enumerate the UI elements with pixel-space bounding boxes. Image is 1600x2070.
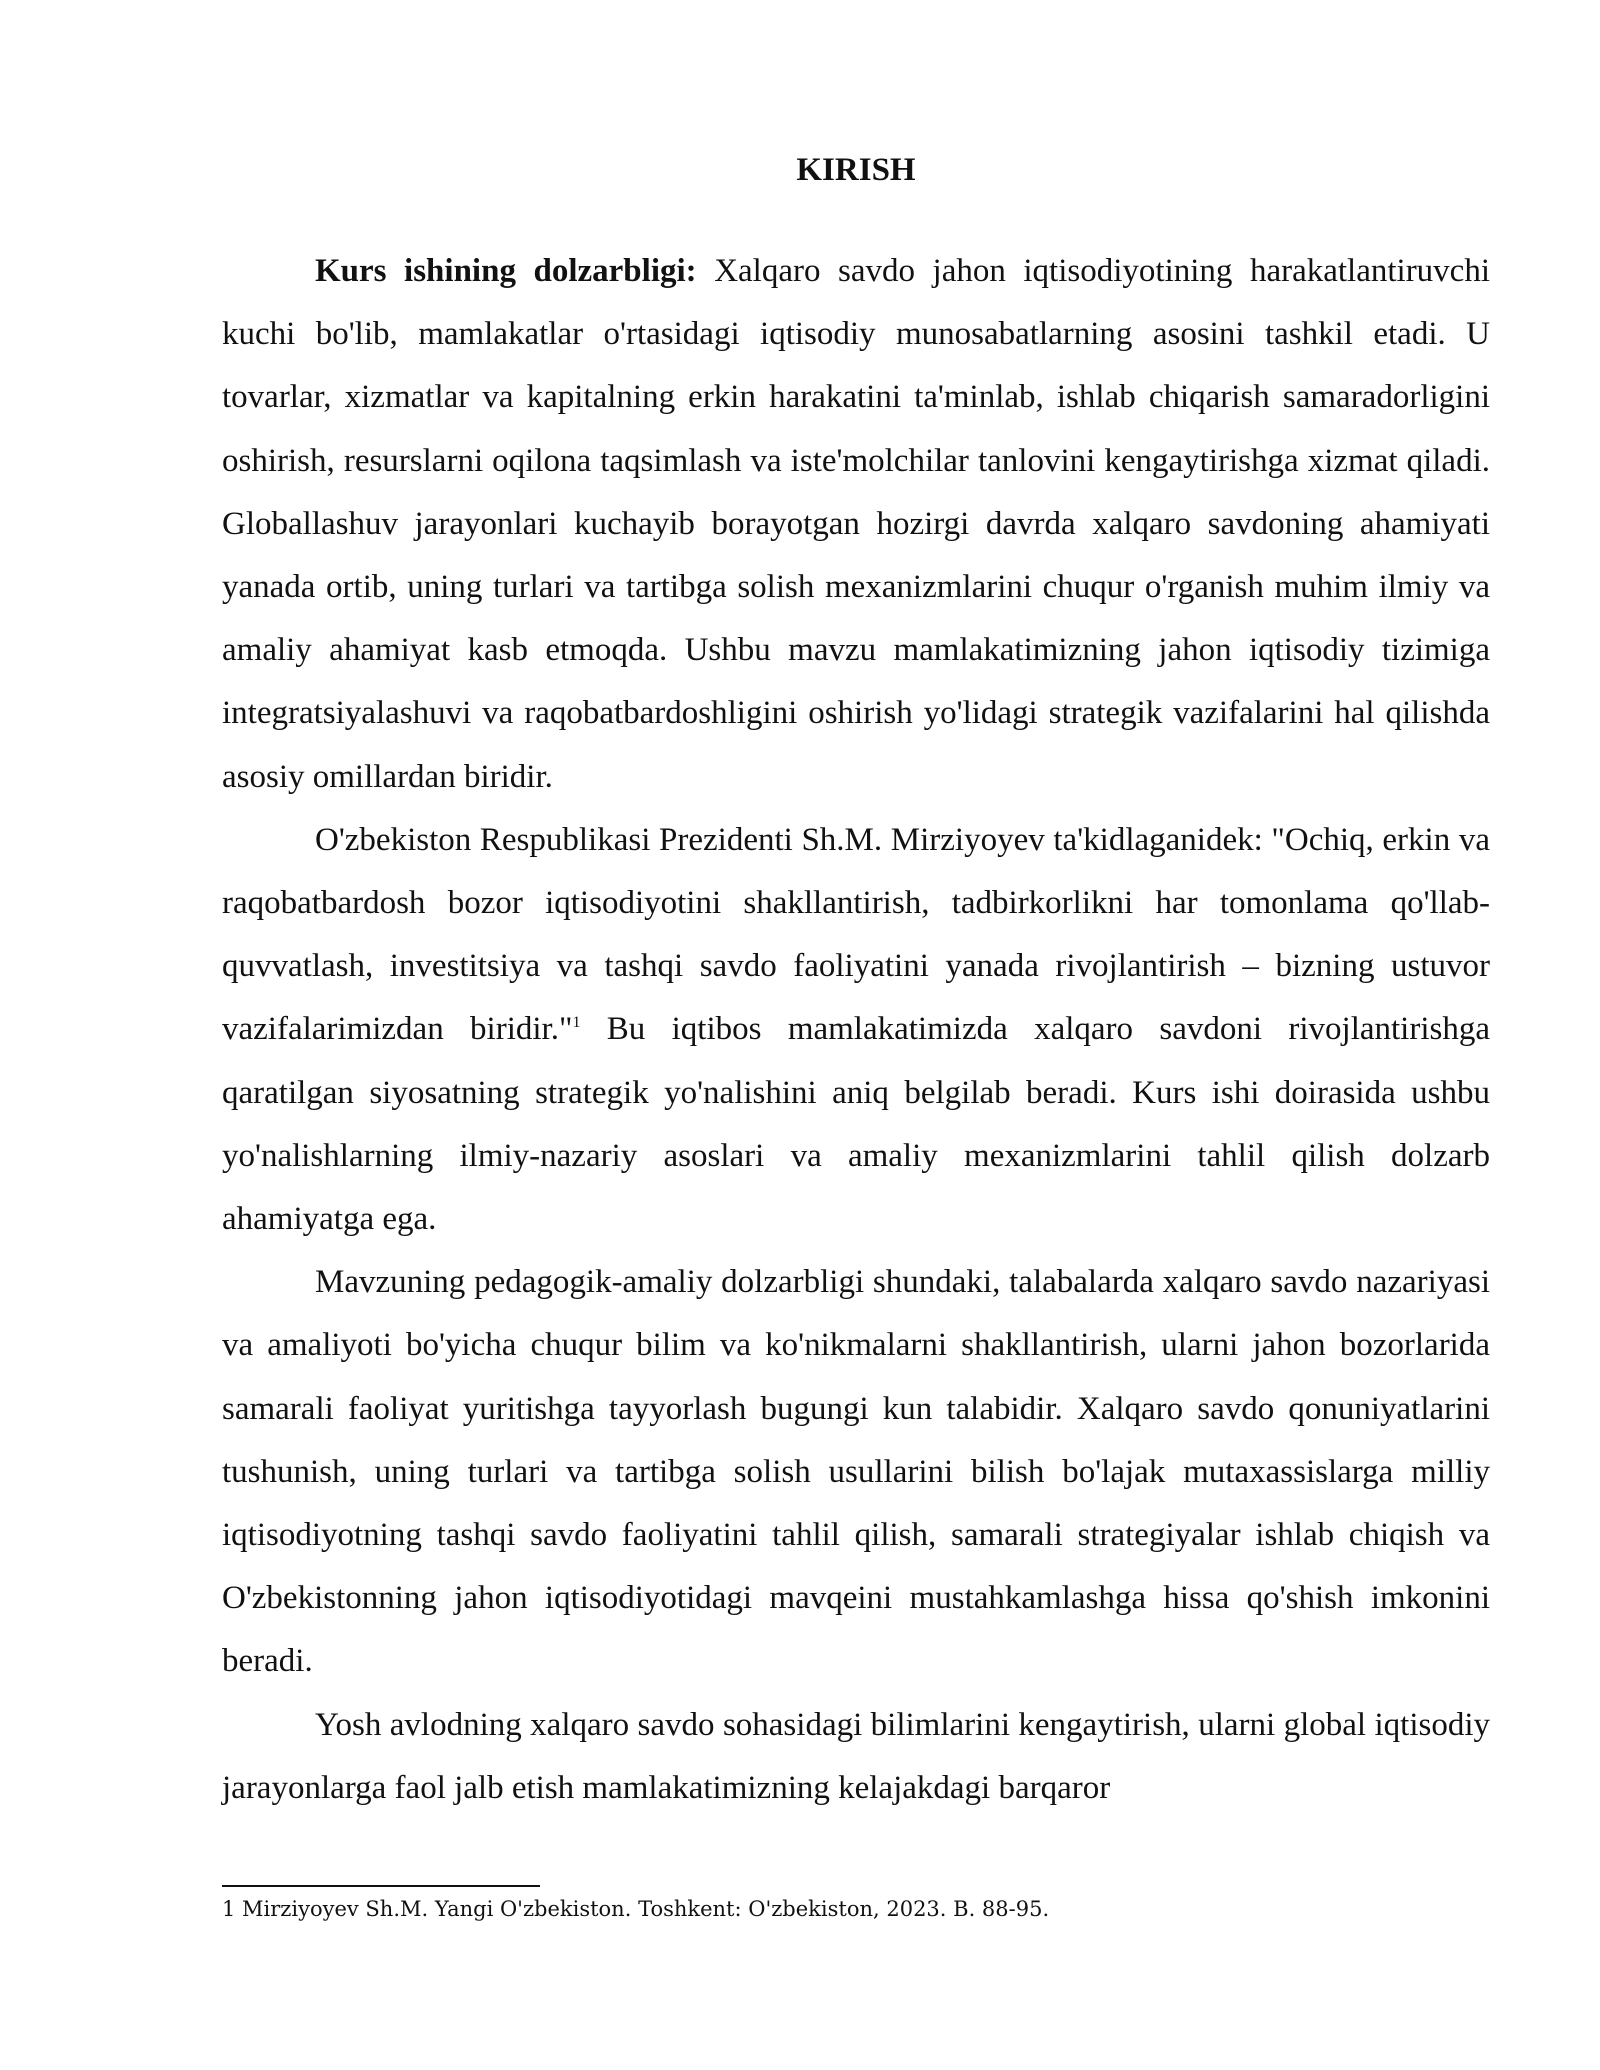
paragraph-relevance bbox=[222, 240, 1490, 809]
paragraph-text: Mavzuning pedagogik-amaliy dolzarbligi shundaki, talabalarda xalqaro savdo nazariyasi va amaliyoti bo'yicha chuqur bilim va ko'nikmalarni shakllantirish, ularni jahon bozorlarida samarali faoliyat yuritishga tayyorlash bugungi kun talabidir. Xalqaro savdo qonuniyatlarini tushunish, uning turlari va tartibga solish usullarini bilish bo'lajak mutaxassislarga milliy iqtisodiyotning tashqi savdo faoliyatini tahlil qilish, samarali strategiyalar ishlab chiqish va O'zbekistonning jahon iqtisodiyotidagi mavqeini mustahkamlashga hissa qo'shish imkonini beradi. bbox=[222, 1264, 1490, 1680]
paragraph-pedagogical bbox=[222, 1251, 1490, 1693]
document-title: KIRISH bbox=[796, 152, 916, 188]
footnote-separator bbox=[222, 1885, 540, 1887]
paragraph-text: Yosh avlodning xalqaro savdo sohasidagi bilimlarini kengaytirish, ularni global iqtisodiy jarayonlarga faol jalb etish mamlakatimizning kelajakdagi barqaror bbox=[222, 1706, 1490, 1806]
paragraph-youth bbox=[222, 1694, 1490, 1820]
footnote: 1 Mirziyoyev Sh.M. Yangi O'zbekiston. Toshkent: O'zbekiston, 2023. B. 88-95. bbox=[222, 1897, 1050, 1921]
paragraph-text: Xalqaro savdo jahon iqtisodiyotining harakatlantiruvchi kuchi bo'lib, mamlakatlar o'rtasidagi iqtisodiy munosabatlarning asosini tashkil etadi. U tovarlar, xizmatlar va kapitalning erkin harakatini ta'minlab, ishlab chiqarish samaradorligini oshirish, resurslarni oqilona taqsimlash va iste'molchilar tanlovini kengaytirishga xizmat qiladi. Globallashuv jarayonlari kuchayib borayotgan hozirgi davrda xalqaro savdoning ahamiyati yanada ortib, uning turlari va tartibga solish mexanizmlarini chuqur o'rganish muhim ilmiy va amaliy ahamiyat kasb etmoqda. Ushbu mavzu mamlakatimizning jahon iqtisodiy tizimiga integratsiyalashuvi va raqobatbardoshligini oshirish yo'lidagi strategik vazifalarini hal qilishda asosiy omillardan biridir. bbox=[222, 253, 1491, 795]
paragraph-lead-heading: Kurs ishining dolzarbligi: bbox=[315, 253, 697, 289]
paragraph-quote bbox=[222, 809, 1490, 1251]
footnote-reference[interactable]: 1 bbox=[572, 1014, 581, 1032]
paragraph-text-after-ref: Bu iqtibos mamlakatimizda xalqaro savdoni rivojlantirishga qaratilgan siyosatning strategik yo'nalishini aniq belgilab beradi. Kurs ishi doirasida ushbu yo'nalishlarning ilmiy-nazariy asoslari va amaliy mexanizmlarini tahlil qilish dolzarb ahamiyatga ega. bbox=[222, 1011, 1490, 1238]
document-page bbox=[222, 146, 1490, 1820]
paragraph-text-before-ref: O'zbekiston Respublikasi Prezidenti Sh.M. Mirziyoyev ta'kidlaganidek: "Ochiq, erkin va raqobatbardosh bozor iqtisodiyotini shakllantirish, tadbirkorlikni har tomonlama qo'llab-quvvatlash, investitsiya va tashqi savdo faoliyatini yanada rivojlantirish – bizning ustuvor vazifalarimizdan biridir." bbox=[222, 821, 1490, 1048]
